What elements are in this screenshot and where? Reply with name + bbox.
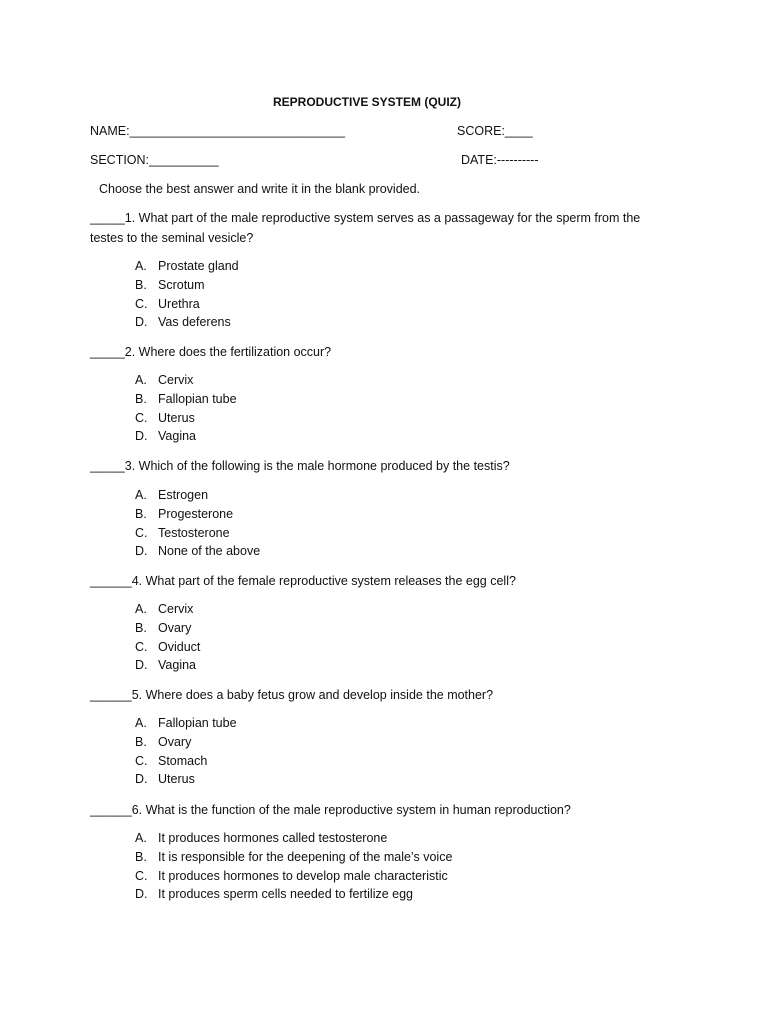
question-4: ______4. What part of the female reproductive system releases the egg cell?: [90, 574, 516, 588]
question-1: _____1. What part of the male reproductive system serves as a passageway for the sperm from the testes to the seminal vesicle?: [90, 211, 641, 245]
option-item: A. Prostate gland: [135, 259, 239, 273]
instructions: Choose the best answer and write it in the blank provided.: [99, 182, 421, 196]
option-item: B. It is responsible for the deepening of the male’s voice: [135, 849, 453, 864]
score-field: SCORE:____: [457, 124, 533, 138]
question-2-options: [135, 371, 237, 446]
section-field: SECTION:__________: [90, 153, 219, 167]
option-item: B. Progesterone: [135, 506, 234, 521]
name-field: NAME:_______________________________: [90, 124, 346, 138]
option-item: A. Estrogen: [135, 488, 209, 502]
option-item: D. Uterus: [135, 772, 195, 787]
question-6: ______6. What is the function of the male reproductive system in human reproduction?: [90, 803, 571, 817]
option-item: D. Vagina: [135, 658, 196, 673]
date-field: DATE:----------: [461, 153, 539, 167]
question-3: _____3. Which of the following is the male hormone produced by the testis?: [90, 459, 510, 473]
option-item: C. Uterus: [135, 410, 195, 425]
option-item: C. Oviduct: [135, 639, 201, 654]
option-item: D. Vagina: [135, 429, 196, 444]
option-item: B. Ovary: [135, 734, 192, 749]
option-item: B. Fallopian tube: [135, 391, 237, 406]
question-6-options: [135, 829, 452, 904]
option-item: C. Urethra: [135, 296, 200, 311]
option-item: C. It produces hormones to develop male characteristic: [135, 868, 448, 883]
option-item: D. None of the above: [135, 544, 261, 559]
option-item: B. Scrotum: [135, 277, 205, 292]
option-item: D. It produces sperm cells needed to fertilize egg: [135, 887, 413, 902]
question-4-options: [135, 600, 200, 675]
question-1-options: [135, 257, 239, 332]
option-item: A. Fallopian tube: [135, 716, 237, 730]
option-item: A. Cervix: [135, 373, 194, 387]
option-item: B. Ovary: [135, 620, 192, 635]
question-5: ______5. Where does a baby fetus grow and develop inside the mother?: [90, 688, 494, 702]
option-item: A. It produces hormones called testosterone: [135, 831, 388, 845]
option-item: C. Testosterone: [135, 525, 230, 540]
question-2: _____2. Where does the fertilization occur?: [90, 345, 332, 359]
option-item: A. Cervix: [135, 602, 194, 616]
question-5-options: [135, 714, 237, 789]
option-item: C. Stomach: [135, 753, 208, 768]
question-3-options: [135, 486, 260, 561]
quiz-title: REPRODUCTIVE SYSTEM (QUIZ): [272, 95, 461, 109]
option-item: D. Vas deferens: [135, 315, 231, 330]
